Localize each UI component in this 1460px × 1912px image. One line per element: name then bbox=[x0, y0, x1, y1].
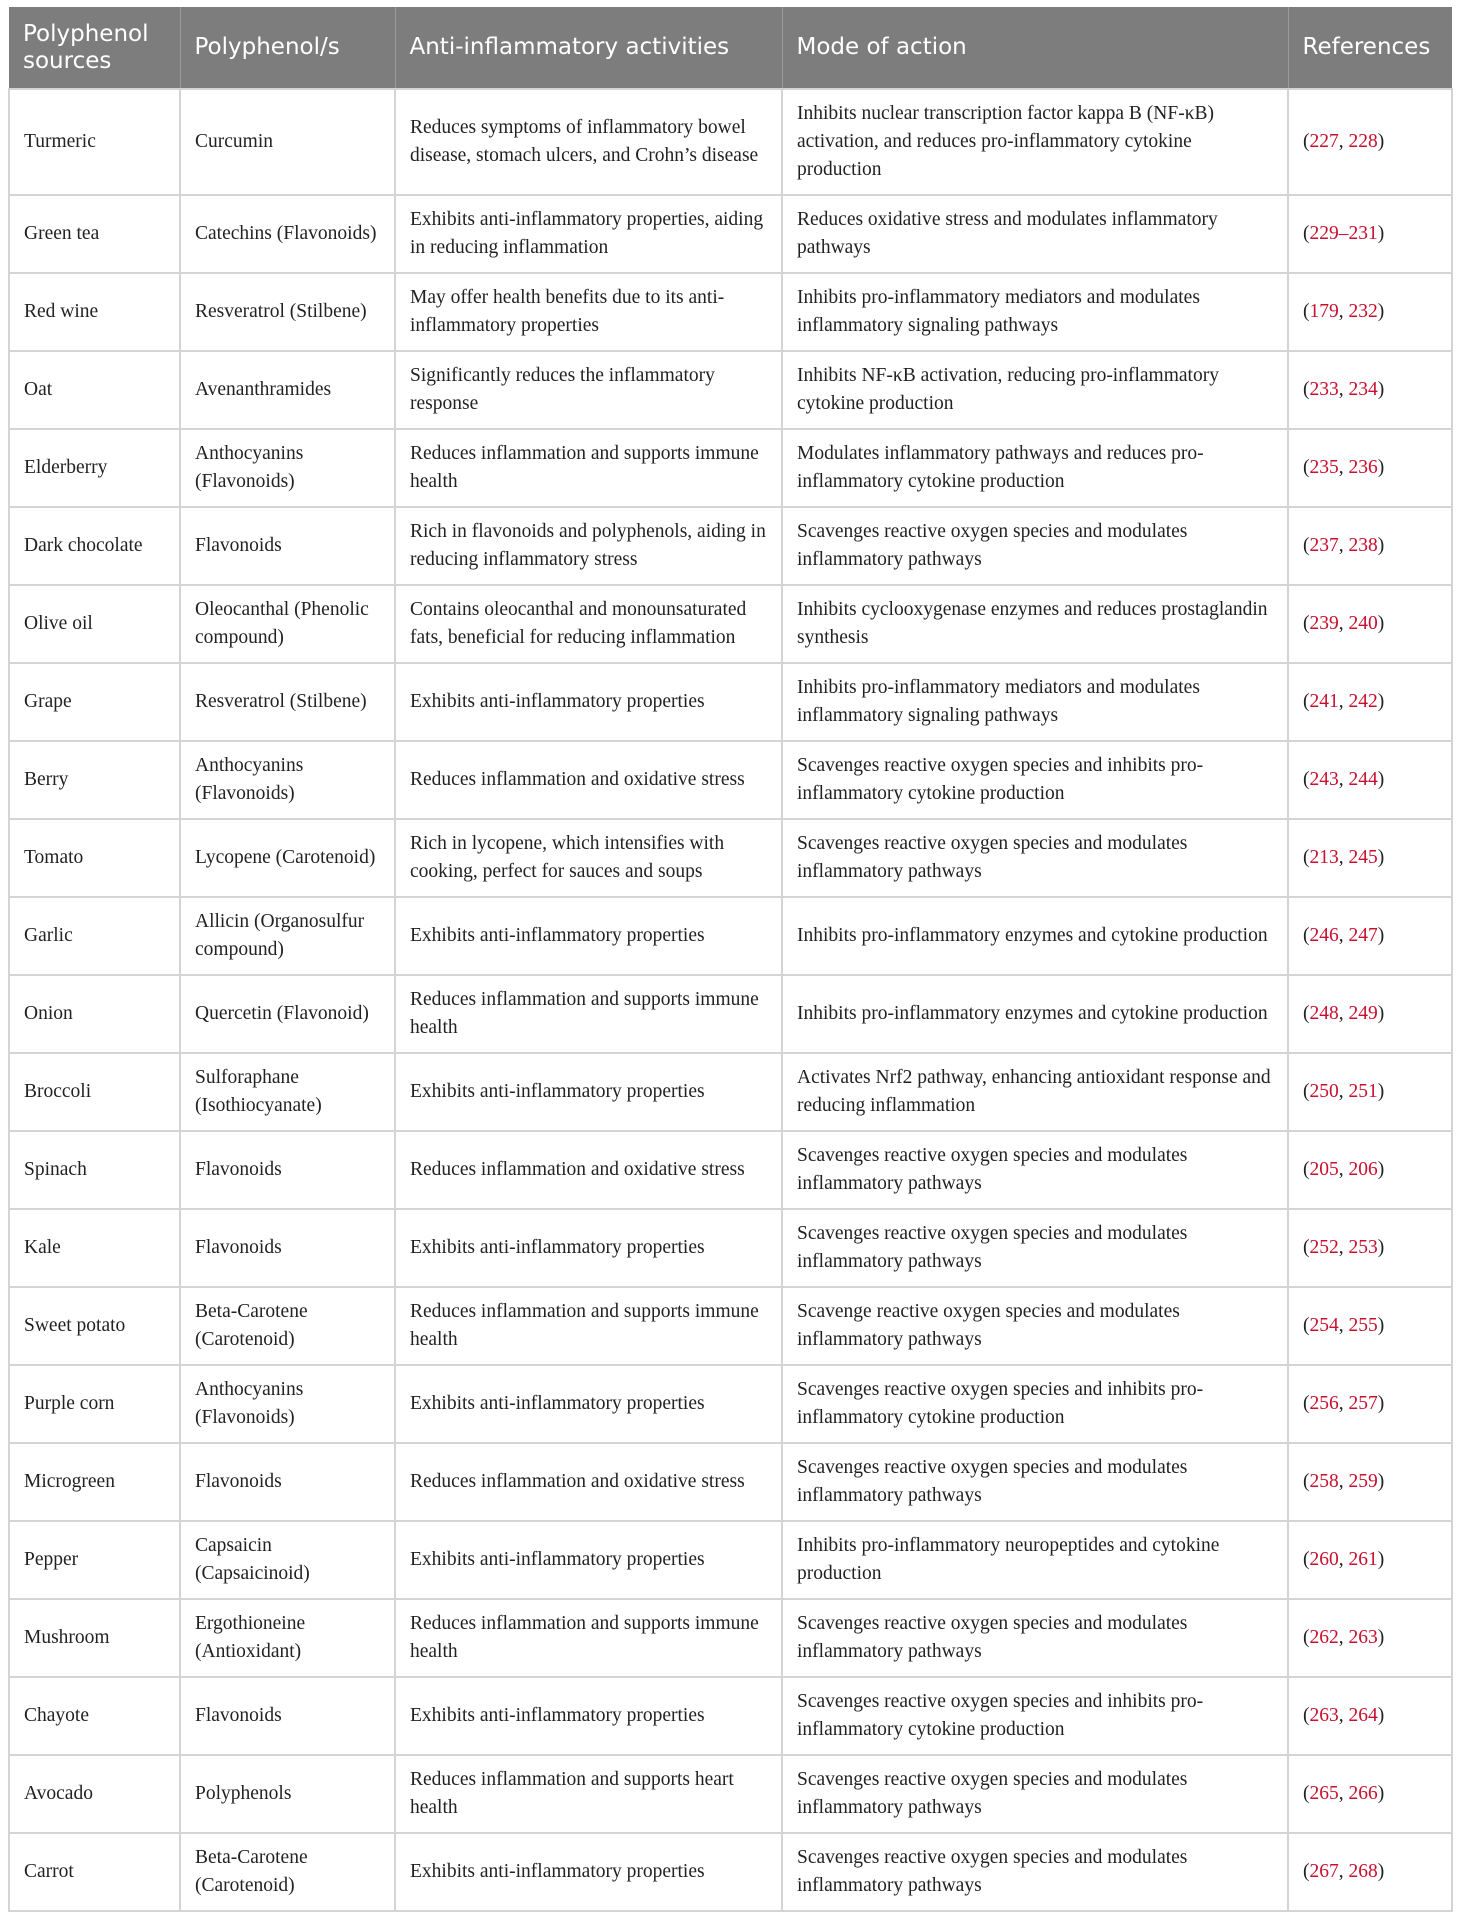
cell-polyphenol: Flavonoids bbox=[180, 1677, 395, 1755]
cell-activity: Rich in flavonoids and polyphenols, aiding in reducing inflammatory stress bbox=[395, 507, 782, 585]
reference-link[interactable]: 251 bbox=[1348, 1081, 1378, 1102]
cell-polyphenol: Lycopene (Carotenoid) bbox=[180, 819, 395, 897]
cell-activity: Exhibits anti-inflammatory properties bbox=[395, 1677, 782, 1755]
table-row bbox=[9, 273, 1452, 351]
cell-references: (235, 236) bbox=[1288, 429, 1452, 507]
cell-mode: Scavenges reactive oxygen species and inhibits pro-inflammatory cytokine production bbox=[782, 1365, 1288, 1443]
reference-link[interactable]: 235 bbox=[1309, 457, 1339, 478]
reference-link[interactable]: 248 bbox=[1309, 1003, 1339, 1024]
cell-activity: Rich in lycopene, which intensifies with cooking, perfect for sauces and soups bbox=[395, 819, 782, 897]
reference-link[interactable]: 268 bbox=[1348, 1861, 1378, 1882]
cell-activity: Exhibits anti-inflammatory properties bbox=[395, 897, 782, 975]
cell-references: (241, 242) bbox=[1288, 663, 1452, 741]
cell-references: (265, 266) bbox=[1288, 1755, 1452, 1833]
reference-link[interactable]: 252 bbox=[1309, 1237, 1339, 1258]
cell-mode: Scavenges reactive oxygen species and modulates inflammatory pathways bbox=[782, 1599, 1288, 1677]
reference-link[interactable]: 254 bbox=[1309, 1315, 1339, 1336]
cell-references: (246, 247) bbox=[1288, 897, 1452, 975]
cell-source: Chayote bbox=[9, 1677, 180, 1755]
cell-references: (237, 238) bbox=[1288, 507, 1452, 585]
cell-polyphenol: Capsaicin (Capsaicinoid) bbox=[180, 1521, 395, 1599]
table-row bbox=[9, 1287, 1452, 1365]
cell-references: (243, 244) bbox=[1288, 741, 1452, 819]
header-row bbox=[9, 7, 1452, 89]
cell-references: (248, 249) bbox=[1288, 975, 1452, 1053]
reference-link[interactable]: 266 bbox=[1348, 1783, 1378, 1804]
table-body bbox=[9, 89, 1452, 1911]
cell-activity: Reduces inflammation and supports immune health bbox=[395, 1599, 782, 1677]
table-row bbox=[9, 1677, 1452, 1755]
cell-mode: Scavenges reactive oxygen species and modulates inflammatory pathways bbox=[782, 507, 1288, 585]
table-row bbox=[9, 351, 1452, 429]
table-row bbox=[9, 89, 1452, 195]
table-row bbox=[9, 1131, 1452, 1209]
cell-polyphenol: Oleocanthal (Phenolic compound) bbox=[180, 585, 395, 663]
cell-mode: Inhibits pro-inflammatory neuropeptides and cytokine production bbox=[782, 1521, 1288, 1599]
cell-activity: Exhibits anti-inflammatory properties bbox=[395, 663, 782, 741]
cell-references: (233, 234) bbox=[1288, 351, 1452, 429]
cell-source: Green tea bbox=[9, 195, 180, 273]
cell-source: Elderberry bbox=[9, 429, 180, 507]
cell-polyphenol: Anthocyanins (Flavonoids) bbox=[180, 429, 395, 507]
cell-polyphenol: Flavonoids bbox=[180, 1131, 395, 1209]
cell-mode: Reduces oxidative stress and modulates inflammatory pathways bbox=[782, 195, 1288, 273]
cell-polyphenol: Polyphenols bbox=[180, 1755, 395, 1833]
reference-link[interactable]: 244 bbox=[1348, 769, 1378, 790]
reference-link[interactable]: 247 bbox=[1348, 925, 1378, 946]
cell-activity: Exhibits anti-inflammatory properties, aiding in reducing inflammation bbox=[395, 195, 782, 273]
cell-references: (262, 263) bbox=[1288, 1599, 1452, 1677]
cell-source: Tomato bbox=[9, 819, 180, 897]
cell-source: Oat bbox=[9, 351, 180, 429]
reference-link[interactable]: 253 bbox=[1348, 1237, 1378, 1258]
reference-link[interactable]: 205 bbox=[1309, 1159, 1339, 1180]
cell-polyphenol: Flavonoids bbox=[180, 1443, 395, 1521]
cell-mode: Inhibits cyclooxygenase enzymes and reduces prostaglandin synthesis bbox=[782, 585, 1288, 663]
cell-polyphenol: Anthocyanins (Flavonoids) bbox=[180, 1365, 395, 1443]
cell-polyphenol: Anthocyanins (Flavonoids) bbox=[180, 741, 395, 819]
reference-link[interactable]: 227 bbox=[1309, 131, 1339, 152]
reference-link[interactable]: 258 bbox=[1309, 1471, 1339, 1492]
cell-mode: Scavenges reactive oxygen species and inhibits pro-inflammatory cytokine production bbox=[782, 1677, 1288, 1755]
cell-activity: Reduces inflammation and supports immune health bbox=[395, 1287, 782, 1365]
cell-activity: Reduces symptoms of inflammatory bowel disease, stomach ulcers, and Crohn’s disease bbox=[395, 89, 782, 195]
cell-activity: Reduces inflammation and oxidative stress bbox=[395, 1443, 782, 1521]
cell-source: Olive oil bbox=[9, 585, 180, 663]
table-row bbox=[9, 1833, 1452, 1911]
reference-link[interactable]: 232 bbox=[1348, 301, 1378, 322]
cell-polyphenol: Flavonoids bbox=[180, 507, 395, 585]
reference-link[interactable]: 179 bbox=[1309, 301, 1339, 322]
reference-link[interactable]: 246 bbox=[1309, 925, 1339, 946]
table-row bbox=[9, 1599, 1452, 1677]
cell-polyphenol: Allicin (Organosulfur compound) bbox=[180, 897, 395, 975]
cell-source: Broccoli bbox=[9, 1053, 180, 1131]
cell-source: Mushroom bbox=[9, 1599, 180, 1677]
cell-mode: Scavenge reactive oxygen species and modulates inflammatory pathways bbox=[782, 1287, 1288, 1365]
cell-activity: Reduces inflammation and oxidative stress bbox=[395, 1131, 782, 1209]
cell-polyphenol: Beta-Carotene (Carotenoid) bbox=[180, 1833, 395, 1911]
header-polyphenols: Polyphenol/s bbox=[180, 7, 395, 89]
cell-mode: Inhibits pro-inflammatory enzymes and cytokine production bbox=[782, 897, 1288, 975]
table-row bbox=[9, 1365, 1452, 1443]
cell-references: (205, 206) bbox=[1288, 1131, 1452, 1209]
cell-mode: Inhibits NF-κB activation, reducing pro-inflammatory cytokine production bbox=[782, 351, 1288, 429]
cell-source: Kale bbox=[9, 1209, 180, 1287]
reference-link[interactable]: 238 bbox=[1348, 535, 1378, 556]
reference-link[interactable]: 250 bbox=[1309, 1081, 1339, 1102]
cell-references: (254, 255) bbox=[1288, 1287, 1452, 1365]
cell-source: Red wine bbox=[9, 273, 180, 351]
table-row bbox=[9, 897, 1452, 975]
cell-activity: Reduces inflammation and oxidative stress bbox=[395, 741, 782, 819]
cell-mode: Scavenges reactive oxygen species and modulates inflammatory pathways bbox=[782, 1131, 1288, 1209]
cell-polyphenol: Flavonoids bbox=[180, 1209, 395, 1287]
table-row bbox=[9, 1755, 1452, 1833]
cell-activity: Contains oleocanthal and monounsaturated fats, beneficial for reducing inflammation bbox=[395, 585, 782, 663]
cell-polyphenol: Curcumin bbox=[180, 89, 395, 195]
cell-activity: Exhibits anti-inflammatory properties bbox=[395, 1833, 782, 1911]
cell-polyphenol: Ergothioneine (Antioxidant) bbox=[180, 1599, 395, 1677]
header-sources: Polyphenol sources bbox=[9, 7, 180, 89]
cell-source: Grape bbox=[9, 663, 180, 741]
table-row bbox=[9, 1209, 1452, 1287]
reference-link[interactable]: 237 bbox=[1309, 535, 1339, 556]
polyphenol-table bbox=[8, 7, 1453, 1912]
reference-link[interactable]: 236 bbox=[1348, 457, 1378, 478]
reference-link[interactable]: 263 bbox=[1348, 1627, 1378, 1648]
table-row bbox=[9, 663, 1452, 741]
reference-link[interactable]: 245 bbox=[1348, 847, 1378, 868]
header-activities: Anti-inflammatory activities bbox=[395, 7, 782, 89]
table-row bbox=[9, 1521, 1452, 1599]
cell-references: (239, 240) bbox=[1288, 585, 1452, 663]
cell-polyphenol: Resveratrol (Stilbene) bbox=[180, 663, 395, 741]
table-row bbox=[9, 429, 1452, 507]
reference-link[interactable]: 259 bbox=[1348, 1471, 1378, 1492]
cell-source: Onion bbox=[9, 975, 180, 1053]
reference-link[interactable]: 249 bbox=[1348, 1003, 1378, 1024]
reference-link[interactable]: 265 bbox=[1309, 1783, 1339, 1804]
table-row bbox=[9, 819, 1452, 897]
reference-link[interactable]: 256 bbox=[1309, 1393, 1339, 1414]
cell-mode: Activates Nrf2 pathway, enhancing antioxidant response and reducing inflammation bbox=[782, 1053, 1288, 1131]
cell-activity: Significantly reduces the inflammatory response bbox=[395, 351, 782, 429]
cell-mode: Scavenges reactive oxygen species and modulates inflammatory pathways bbox=[782, 1833, 1288, 1911]
cell-mode: Scavenges reactive oxygen species and modulates inflammatory pathways bbox=[782, 1443, 1288, 1521]
cell-activity: Reduces inflammation and supports immune health bbox=[395, 429, 782, 507]
cell-activity: Exhibits anti-inflammatory properties bbox=[395, 1521, 782, 1599]
cell-references: (267, 268) bbox=[1288, 1833, 1452, 1911]
cell-activity: May offer health benefits due to its anti-inflammatory properties bbox=[395, 273, 782, 351]
header-mode: Mode of action bbox=[782, 7, 1288, 89]
reference-link[interactable]: 263 bbox=[1309, 1705, 1339, 1726]
cell-mode: Inhibits pro-inflammatory mediators and modulates inflammatory signaling pathways bbox=[782, 273, 1288, 351]
cell-references: (213, 245) bbox=[1288, 819, 1452, 897]
reference-link[interactable]: 229–231 bbox=[1309, 223, 1378, 244]
table-row bbox=[9, 195, 1452, 273]
cell-activity: Exhibits anti-inflammatory properties bbox=[395, 1365, 782, 1443]
reference-link[interactable]: 267 bbox=[1309, 1861, 1339, 1882]
cell-mode: Inhibits pro-inflammatory enzymes and cytokine production bbox=[782, 975, 1288, 1053]
header-references: References bbox=[1288, 7, 1452, 89]
reference-link[interactable]: 228 bbox=[1348, 131, 1378, 152]
cell-polyphenol: Avenanthramides bbox=[180, 351, 395, 429]
cell-mode: Scavenges reactive oxygen species and inhibits pro-inflammatory cytokine production bbox=[782, 741, 1288, 819]
table-row bbox=[9, 585, 1452, 663]
reference-link[interactable]: 262 bbox=[1309, 1627, 1339, 1648]
cell-polyphenol: Quercetin (Flavonoid) bbox=[180, 975, 395, 1053]
cell-source: Microgreen bbox=[9, 1443, 180, 1521]
cell-source: Carrot bbox=[9, 1833, 180, 1911]
reference-link[interactable]: 261 bbox=[1348, 1549, 1378, 1570]
cell-mode: Inhibits pro-inflammatory mediators and modulates inflammatory signaling pathways bbox=[782, 663, 1288, 741]
reference-link[interactable]: 239 bbox=[1309, 613, 1339, 634]
reference-link[interactable]: 213 bbox=[1309, 847, 1339, 868]
reference-link[interactable]: 243 bbox=[1309, 769, 1339, 790]
table-row bbox=[9, 1443, 1452, 1521]
cell-references: (179, 232) bbox=[1288, 273, 1452, 351]
cell-source: Garlic bbox=[9, 897, 180, 975]
cell-references: (227, 228) bbox=[1288, 89, 1452, 195]
reference-link[interactable]: 240 bbox=[1348, 613, 1378, 634]
cell-references: (263, 264) bbox=[1288, 1677, 1452, 1755]
cell-references: (260, 261) bbox=[1288, 1521, 1452, 1599]
cell-polyphenol: Catechins (Flavonoids) bbox=[180, 195, 395, 273]
reference-link[interactable]: 264 bbox=[1348, 1705, 1378, 1726]
cell-polyphenol: Sulforaphane (Isothiocyanate) bbox=[180, 1053, 395, 1131]
cell-source: Berry bbox=[9, 741, 180, 819]
cell-references: (250, 251) bbox=[1288, 1053, 1452, 1131]
cell-source: Turmeric bbox=[9, 89, 180, 195]
table-row bbox=[9, 1053, 1452, 1131]
cell-mode: Modulates inflammatory pathways and reduces pro-inflammatory cytokine production bbox=[782, 429, 1288, 507]
cell-mode: Scavenges reactive oxygen species and modulates inflammatory pathways bbox=[782, 819, 1288, 897]
cell-source: Purple corn bbox=[9, 1365, 180, 1443]
cell-source: Pepper bbox=[9, 1521, 180, 1599]
reference-link[interactable]: 233 bbox=[1309, 379, 1339, 400]
cell-activity: Reduces inflammation and supports immune health bbox=[395, 975, 782, 1053]
cell-source: Sweet potato bbox=[9, 1287, 180, 1365]
cell-activity: Reduces inflammation and supports heart health bbox=[395, 1755, 782, 1833]
reference-link[interactable]: 255 bbox=[1348, 1315, 1378, 1336]
cell-polyphenol: Resveratrol (Stilbene) bbox=[180, 273, 395, 351]
cell-mode: Scavenges reactive oxygen species and modulates inflammatory pathways bbox=[782, 1209, 1288, 1287]
cell-references: (258, 259) bbox=[1288, 1443, 1452, 1521]
reference-link[interactable]: 260 bbox=[1309, 1549, 1339, 1570]
reference-link[interactable]: 241 bbox=[1309, 691, 1339, 712]
reference-link[interactable]: 206 bbox=[1348, 1159, 1378, 1180]
cell-references: (252, 253) bbox=[1288, 1209, 1452, 1287]
cell-source: Dark chocolate bbox=[9, 507, 180, 585]
table-row bbox=[9, 741, 1452, 819]
cell-polyphenol: Beta-Carotene (Carotenoid) bbox=[180, 1287, 395, 1365]
cell-mode: Inhibits nuclear transcription factor kappa B (NF-κB) activation, and reduces pro-inflammatory cytokine production bbox=[782, 89, 1288, 195]
reference-link[interactable]: 242 bbox=[1348, 691, 1378, 712]
cell-source: Avocado bbox=[9, 1755, 180, 1833]
table-row bbox=[9, 507, 1452, 585]
cell-source: Spinach bbox=[9, 1131, 180, 1209]
cell-references: (229–231) bbox=[1288, 195, 1452, 273]
cell-mode: Scavenges reactive oxygen species and modulates inflammatory pathways bbox=[782, 1755, 1288, 1833]
reference-link[interactable]: 234 bbox=[1348, 379, 1378, 400]
cell-activity: Exhibits anti-inflammatory properties bbox=[395, 1209, 782, 1287]
cell-references: (256, 257) bbox=[1288, 1365, 1452, 1443]
reference-link[interactable]: 257 bbox=[1348, 1393, 1378, 1414]
table-row bbox=[9, 975, 1452, 1053]
cell-activity: Exhibits anti-inflammatory properties bbox=[395, 1053, 782, 1131]
